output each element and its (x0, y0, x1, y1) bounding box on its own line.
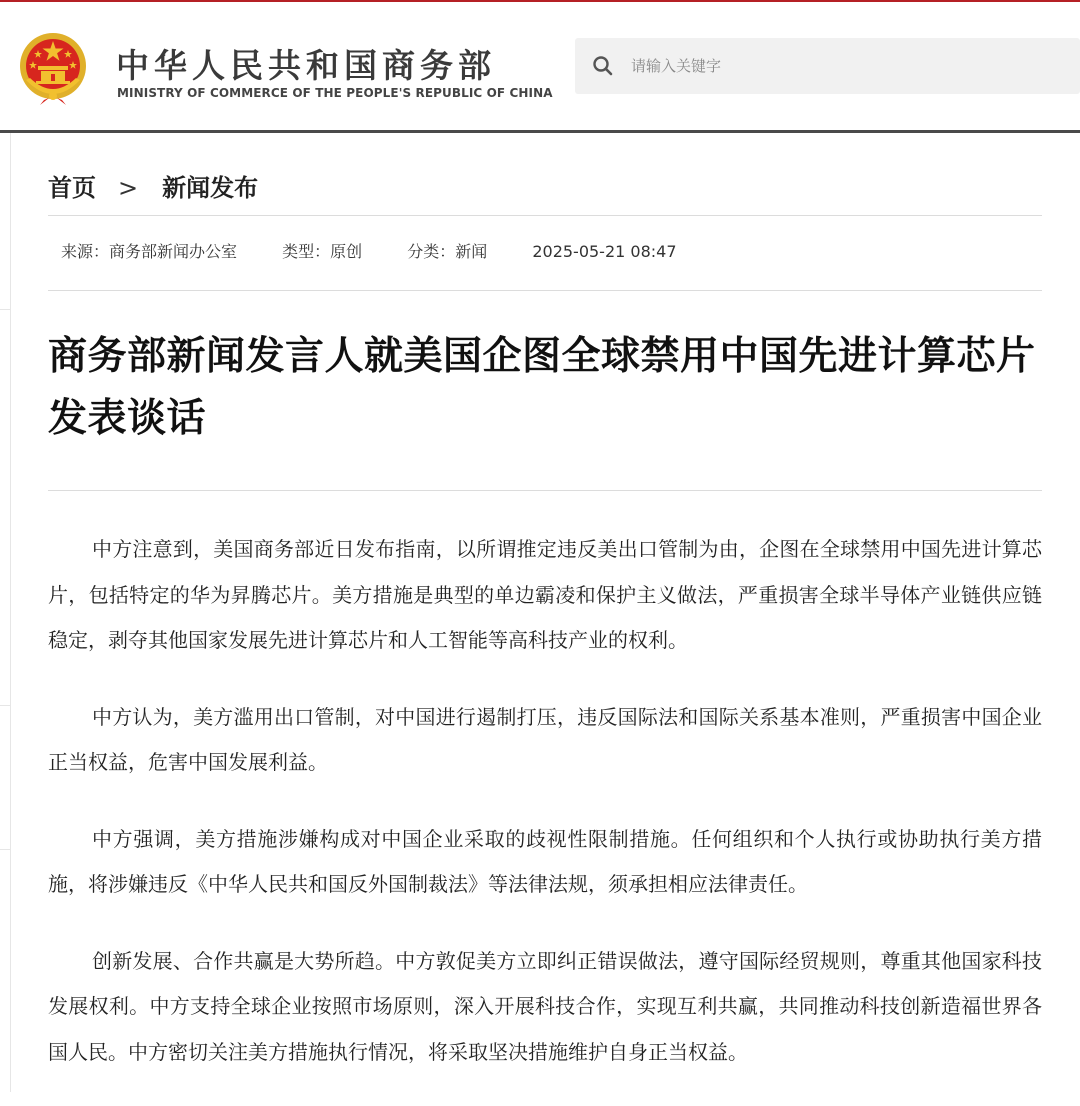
meta-divider (48, 290, 1042, 291)
article-paragraph: 创新发展、合作共赢是大势所趋。中方敦促美方立即纠正错误做法，遵守国际经贸规则，尊重其他国家科技发展权利。中方支持全球企业按照市场原则，深入开展科技合作，实现互利共赢，共同推动科技创新造福世界各国人民。中方密切关注美方措施执行情况，将采取坚决措施维护自身正当权益。 (48, 948, 1042, 1064)
article-title: 商务部新闻发言人就美国企图全球禁用中国先进计算芯片发表谈话 (48, 334, 1036, 441)
meta-datetime: 2025-05-21 08:47 (532, 242, 677, 261)
article-body (48, 527, 1042, 1106)
meta-source: 来源：商务部新闻办公室 (61, 242, 238, 261)
breadcrumb (48, 168, 258, 208)
national-emblem-icon[interactable] (16, 30, 90, 106)
breadcrumb-separator: > (118, 174, 139, 202)
left-rail (0, 133, 11, 1092)
search-input[interactable] (631, 48, 1071, 84)
breadcrumb-divider (48, 215, 1042, 216)
article-paragraph: 中方注意到，美国商务部近日发布指南，以所谓推定违反美出口管制为由，企图在全球禁用中国先进计算芯片，包括特定的华为昇腾芯片。美方措施是典型的单边霸凌和保护主义做法，严重损害全球半导体产业链供应链稳定，剥夺其他国家发展先进计算芯片和人工智能等高科技产业的权利。 (48, 537, 1042, 652)
breadcrumb-home-link[interactable]: 首页 (48, 174, 96, 202)
rail-divider (0, 705, 11, 706)
article-paragraph: 中方强调，美方措施涉嫌构成对中国企业采取的歧视性限制措施。任何组织和个人执行或协助执行美方措施，将涉嫌违反《中华人民共和国反外国制裁法》等法律法规，须承担相应法律责任。 (48, 826, 1042, 896)
meta-type: 类型：原创 (282, 242, 363, 261)
meta-category: 分类：新闻 (407, 242, 488, 261)
header-divider (0, 130, 1080, 133)
search-box[interactable] (575, 38, 1080, 94)
site-header (0, 2, 1080, 130)
article-meta (61, 239, 677, 263)
title-divider (48, 490, 1042, 491)
rail-divider (0, 309, 11, 310)
site-name-chinese[interactable]: 中华人民共和国商务部 (116, 46, 496, 85)
article-paragraph: 中方认为，美方滥用出口管制，对中国进行遏制打压，违反国际法和国际关系基本准则，严重损害中国企业正当权益，危害中国发展利益。 (48, 704, 1042, 774)
site-name-english[interactable]: MINISTRY OF COMMERCE OF THE PEOPLE'S REPUBLIC OF CHINA (117, 86, 553, 100)
rail-divider (0, 849, 11, 850)
search-icon[interactable] (592, 55, 614, 77)
breadcrumb-current-link[interactable]: 新闻发布 (162, 174, 259, 202)
